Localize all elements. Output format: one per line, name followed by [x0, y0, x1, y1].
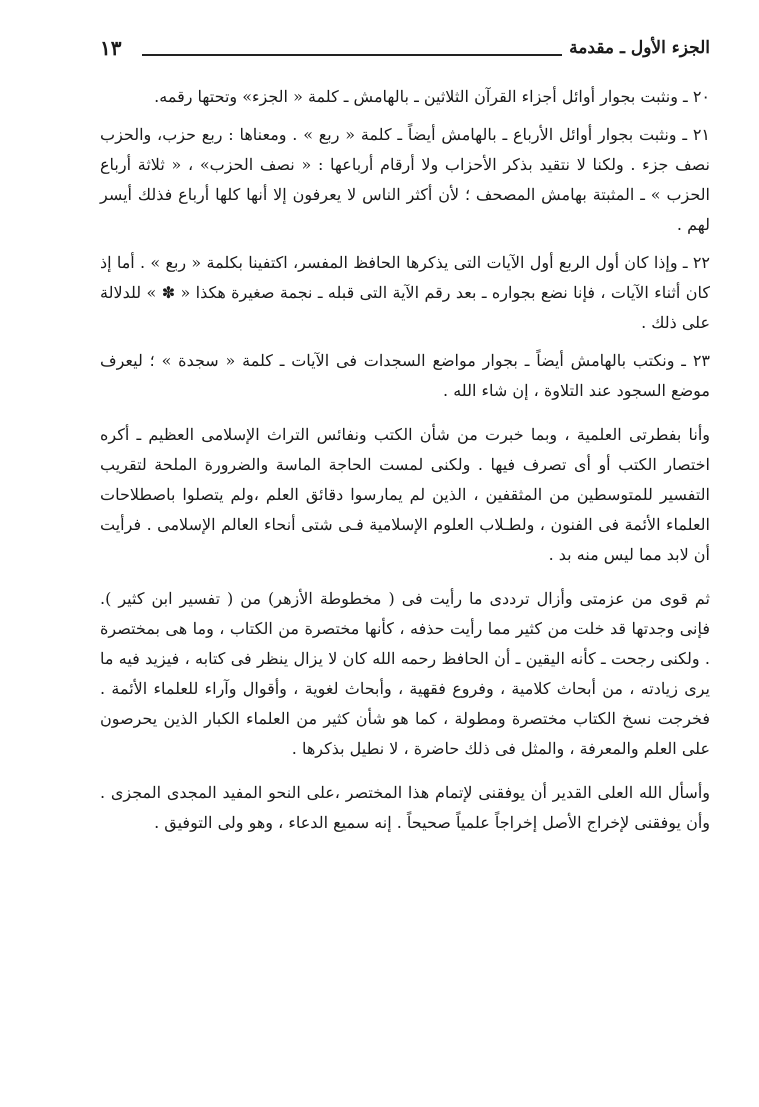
- paragraph-closing-prayer: وأسأل الله العلى القدير أن يوفقنى لإتمام هذا المختصر ،على النحو المفيد المجدى المجزى . وأن يوفقنى لإخراج الأصل إخراجاً علمياً صحيحاً . إنه سميع الدعاء ، وهو ولى التوفيق .: [100, 783, 710, 832]
- running-title: الجزء الأول ـ مقدمة: [569, 38, 710, 58]
- paragraph-motivation: وأنا بفطرتى العلمية ، وبما خبرت من شأن الكتب ونفائس التراث الإسلامى العظيم ـ أكره اختصار الكتب أو أى تصرف فيها . ولكنى لمست الحاجة الماسة والضرورة الملحة لتقريب التفسير للمتوسطين من المثقفين ، الذين لم يمارسوا دقائق العلم ،ولم يتصلوا باصطلاحات العلماء الأئمة فى الفنون ، ولطـلاب العلوم الإسلامية فـى شتى أنحاء العالم الإسلامى . فرأيت أن لابد مما ليس منه بد .: [100, 425, 710, 564]
- paragraph-item-22: ٢٢ ـ وإذا كان أول الربع أول الآيات التى يذكرها الحافظ المفسر، اكتفينا بكلمة « ربع » . أما إذ كان أثناء الآيات ، فإنا نضع بجواره ـ بعد رقم الآية التى قبله ـ نجمة صغيرة هكذا « ✽ » للدلالة على ذلك .: [100, 253, 710, 332]
- header-rule: [142, 54, 562, 56]
- paragraph-item-23: ٢٣ ـ ونكتب بالهامش أيضاً ـ بجوار مواضع السجدات فى الآيات ـ كلمة « سجدة » ؛ ليعرف موضع السجود عند التلاوة ، إن شاء الله .: [100, 351, 710, 400]
- body-text: [100, 82, 710, 846]
- page-number: ١٣: [100, 36, 122, 60]
- paragraph-manuscript: ثم قوى من عزمتى وأزال ترددى ما رأيت فى ( مخطوطة الأزهر) من ( تفسير ابن كثير ). فإنى وجدتها قد خلت من كثير مما رأيت حذفه ، كأنها مختصرة من الكتاب ، وما هى بمختصرة . ولكنى رجحت ـ كأنه اليقين ـ أن الحافظ رحمه الله كان لا يزال ينظر فى كتابه ، فيزيد فيه ما يرى زيادته ، من أبحاث كلامية ، وفروع فقهية ، وأبحاث لغوية ، وأقوال وآراء للعلماء الأئمة . فخرجت نسخ الكتاب مختصرة ومطولة ، كما هو شأن كثير من العلماء الكبار الذين يحرصون على العلم والمعرفة ، والمثل فى ذلك حاضرة ، لا نطيل بذكرها .: [100, 589, 710, 758]
- paragraph-item-21: ٢١ ـ ونثبت بجوار أوائل الأرباع ـ بالهامش أيضاً ـ كلمة « ربع » . ومعناها : ربع حزب، والحزب نصف جزء . ولكنا لا نتقيد بذكر الأحزاب ولا أرقام أرباعها : « نصف الحزب» ، « ثلاثة أرباع الحزب » ـ المثبتة بهامش المصحف ؛ لأن أكثر الناس لا يعرفون إلا أنها كلها أرباع فذلك أيسر لهم .: [100, 125, 711, 234]
- page-header: [100, 38, 710, 68]
- paragraph-item-20: ٢٠ ـ ونثبت بجوار أوائل أجزاء القرآن الثلاثين ـ بالهامش ـ كلمة « الجزء» وتحتها رقمه.: [154, 87, 710, 106]
